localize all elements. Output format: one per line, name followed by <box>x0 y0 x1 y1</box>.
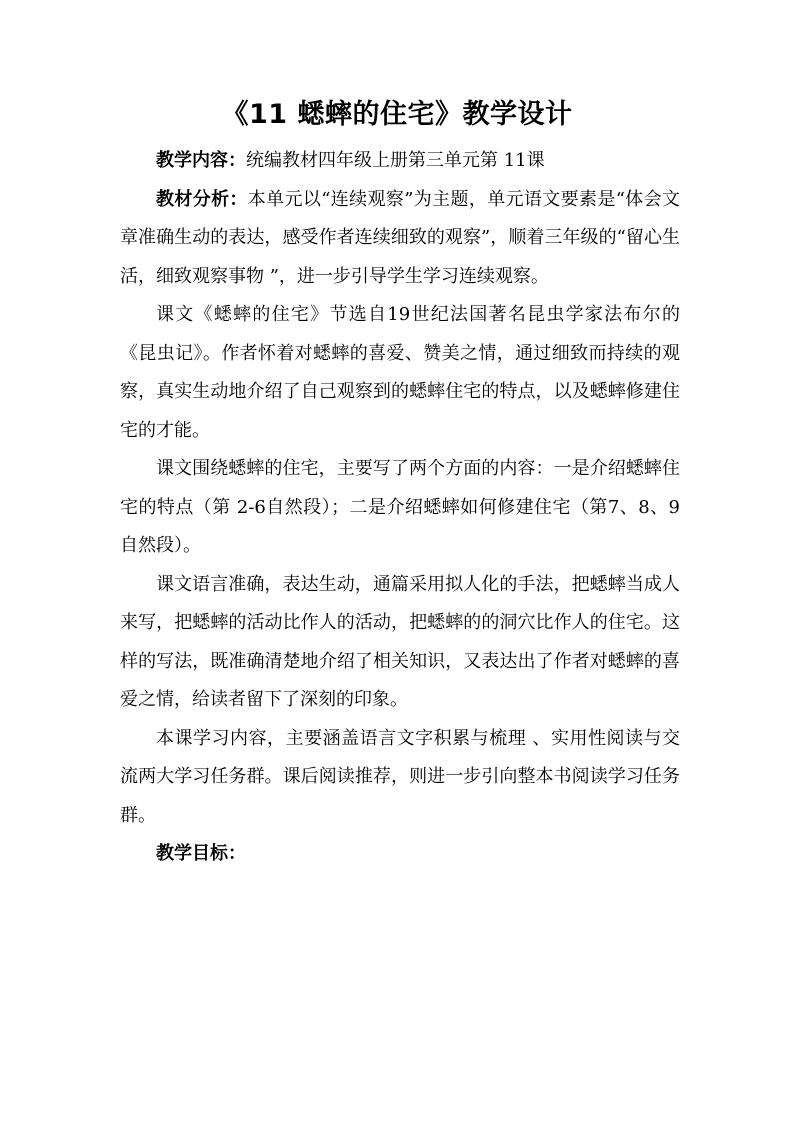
teaching-objectives-label: 教学目标： <box>156 843 246 864</box>
body-paragraph-2: 课文围绕蟋蟀的住宅，主要写了两个方面的内容：一是介绍蟋蟀住宅的特点（第 2-6自然段）；二是介绍蟋蟀如何修建住宅（第7、8、9自然段）。 <box>120 458 680 556</box>
document-body <box>120 142 680 874</box>
body-paragraph-4: 本课学习内容，主要涵盖语言文字积累与梳理 、实用性阅读与交流两大学习任务群。课后阅读推荐，则进一步引向整本书阅读学习任务群。 <box>120 727 680 826</box>
body-paragraph-1: 课文《蟋蟀的住宅》节选自19世纪法国著名昆虫学家法布尔的《昆虫记》。作者怀着对蟋蟀的喜爱、赞美之情，通过细致而持续的观察，真实生动地介绍了自己观察到的蟋蟀住宅的特点，以及蟋蟀修建住宅的才能。 <box>120 304 680 441</box>
document-title: 《11 蟋蟀的住宅》教学设计 <box>221 99 573 130</box>
textbook-analysis-text: 本单元以“连续观察”为主题，单元语文要素是“体会文章准确生动的表达，感受作者连续细致的观察”，顺着三年级的“留心生活，细致观察事物 ”，进一步引导学生学习连续观察。 <box>120 188 681 287</box>
teaching-content-label: 教学内容： <box>156 150 246 171</box>
textbook-analysis-paragraph <box>120 181 680 297</box>
teaching-content-paragraph <box>120 142 680 181</box>
teaching-content-text: 统编教材四年级上册第三单元第 11课 <box>246 150 545 171</box>
textbook-analysis-label: 教材分析： <box>156 188 248 210</box>
body-paragraph-3: 课文语言准确，表达生动，通篇采用拟人化的手法，把蟋蟀当成人来写，把蟋蟀的活动比作人的活动，把蟋蟀的的洞穴比作人的住宅。这样的写法，既准确清楚地介绍了相关知识，又表达出了作者对蟋蟀的喜爱之情，给读者留下了深刻的印象。 <box>120 573 680 710</box>
teaching-objectives-paragraph <box>120 835 680 874</box>
